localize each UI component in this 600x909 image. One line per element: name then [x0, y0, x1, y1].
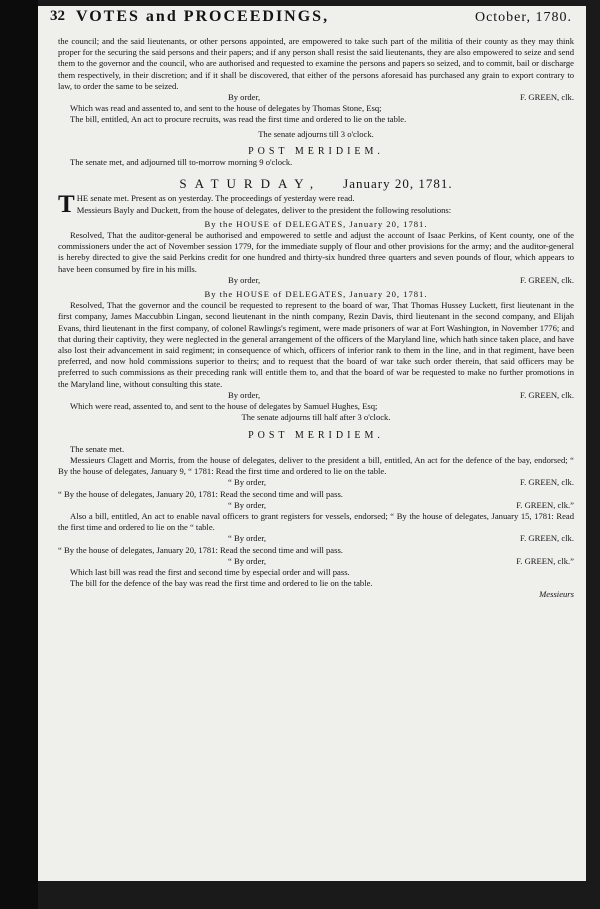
- order-signature: [58, 92, 574, 103]
- resolution-heading: By the HOUSE of DELEGATES, January 20, 1781.: [204, 289, 428, 300]
- day-date: January 20, 1781.: [343, 176, 453, 192]
- order-signature: [58, 500, 574, 511]
- page-number: 32: [50, 8, 65, 24]
- by-order: “ By order,: [228, 499, 267, 510]
- by-order: “ By order,: [228, 533, 267, 544]
- order-signature: [58, 390, 574, 401]
- paragraph: The bill, entitled, An act to procure recruits, was read the first time and ordered to lie on the table.: [70, 114, 407, 125]
- paragraph: The bill for the defence of the bay was read the first time and ordered to lie on the table.: [70, 578, 373, 589]
- drop-cap-rest: HE: [76, 193, 89, 204]
- paragraph: Also a bill, entitled, An act to enable naval officers to grant registers for vessels, endorsed; “ By the house of delegates, January 15, 1781: Read the first time and ordered to lie on the “ table.: [58, 510, 574, 533]
- resolution-text: Resolved, That the governor and the council be requested to represent to the board of war, That Thomas Hussey Luckett, first lieutenant in the first company, James Maccubbin Lingan, second lieutenant in the ninth company, Rezin Davis, third lieutenant in the second company, and Elijah Evans, third lieutenant in the first company, of colonel Rawlings's regiment, were made prisoners of war at Fort Washington, in November 1776; and that during their captivity, they were neglected in the general arrangement of the officers of the Maryland line, which hath since taken place, and have also lost their advancement in said regiment; in consequence of which, officers of inferior rank to them in the line, and in that regiment, have been preferred, and now hold commissions superior to theirs; and to request that the board of war take such order therein, that said officers may be preferred to such commissions as their preceding rank will entitle them to, and that the board of war be requested to make no further promotions in the Maryland line, without consulting this state.: [58, 300, 574, 389]
- clerk-signature: F. GREEN, clk.: [520, 92, 574, 103]
- adjournment: The senate adjourns till half after 3 o'clock.: [241, 412, 391, 423]
- order-signature: [58, 556, 574, 567]
- running-date: October, 1780.: [474, 10, 572, 25]
- paragraph: Which was read and assented to, and sent to the house of delegates by Thomas Stone, Esq;: [70, 103, 382, 114]
- by-order: “ By order,: [228, 477, 267, 488]
- clerk-signature: F. GREEN, clk.: [520, 533, 574, 544]
- by-order: “ By order,: [228, 555, 267, 566]
- adjournment: The senate adjourns till 3 o'clock.: [258, 128, 374, 139]
- order-signature: [58, 533, 574, 544]
- running-title: VOTES and PROCEEDINGS,: [76, 8, 330, 25]
- day-name: SATURDAY,: [179, 176, 322, 192]
- resolution-heading: By the HOUSE of DELEGATES, January 20, 1781.: [204, 218, 428, 229]
- clerk-signature: F. GREEN, clk.: [520, 477, 574, 488]
- paragraph: Which were read, assented to, and sent to the house of delegates by Samuel Hughes, Esq;: [70, 401, 378, 412]
- clerk-signature: F. GREEN, clk.: [520, 389, 574, 400]
- page-header: [50, 8, 572, 33]
- by-order: By order,: [228, 274, 261, 285]
- order-signature: [58, 275, 574, 286]
- clerk-signature: F. GREEN, clk.”: [516, 555, 574, 566]
- clerk-signature: F. GREEN, clk.”: [516, 499, 574, 510]
- clerk-signature: F. GREEN, clk.: [520, 274, 574, 285]
- resolution-text: Resolved, That the auditor-general be authorised and empowered to settle and adjust the account of Isaac Perkins, of Kent county, one of the commissioners under the act of November session 1779, for the immediate supply of flour and other provisions for the army; and the auditor-general is hereby directed to give the said Perkins credit for one hundred and thirty-six hundred three quarters and seven pounds of flour, which appears to have been consumed by fire in his mills.: [58, 230, 574, 274]
- drop-cap: T: [58, 191, 75, 219]
- paragraph: Messieurs Bayly and Duckett, from the house of delegates, deliver to the president the following resolutions:: [76, 204, 452, 215]
- section-heading: POST MERIDIEM.: [248, 429, 384, 441]
- section-heading: POST MERIDIEM.: [248, 145, 384, 157]
- scan-edge: [0, 0, 38, 909]
- page-body: [58, 36, 574, 601]
- paragraph: Which last bill was read the first and second time by especial order and will pass.: [70, 566, 350, 577]
- order-signature: [58, 477, 574, 488]
- document-page: [38, 6, 586, 881]
- paragraph: “ By the house of delegates, January 20, 1781: Read the second time and will pass.: [58, 544, 343, 555]
- day-heading: [58, 176, 574, 192]
- paragraph: The senate met.: [70, 443, 125, 454]
- by-order: By order,: [228, 389, 261, 400]
- paragraph-text: senate met. Present as on yesterday. The proceedings of yesterday were read.: [90, 193, 355, 204]
- paragraph: The senate met, and adjourned till to-morrow morning 9 o'clock.: [70, 157, 293, 168]
- paragraph: “ By the house of delegates, January 20, 1781: Read the second time and will pass.: [58, 488, 343, 499]
- by-order: By order,: [228, 92, 261, 103]
- paragraph: the council; and the said lieutenants, or other persons appointed, are empowered to take such part of the militia of their county as they may think proper for the securing the said persons and their papers; and if any person shall resist the said lieutenants, they are also empowered to seize and send them to the governor and the council, who are authorised and requested to examine the persons and papers so seized, and to commit, bail or discharge them respectively, in their discretion; and if it shall be discovered, that either of the persons aforesaid has purchased any grain to export contrary to law, to order the same to be seized.: [58, 36, 574, 91]
- paragraph: Messieurs Clagett and Morris, from the house of delegates, deliver to the president a bill, entitled, An act for the defence of the bay, endorsed; “ By the house of delegates, January 9, “ 1781: Read the first time and ordered to lie on the table.: [58, 454, 574, 477]
- catchword: Messieurs: [539, 589, 574, 600]
